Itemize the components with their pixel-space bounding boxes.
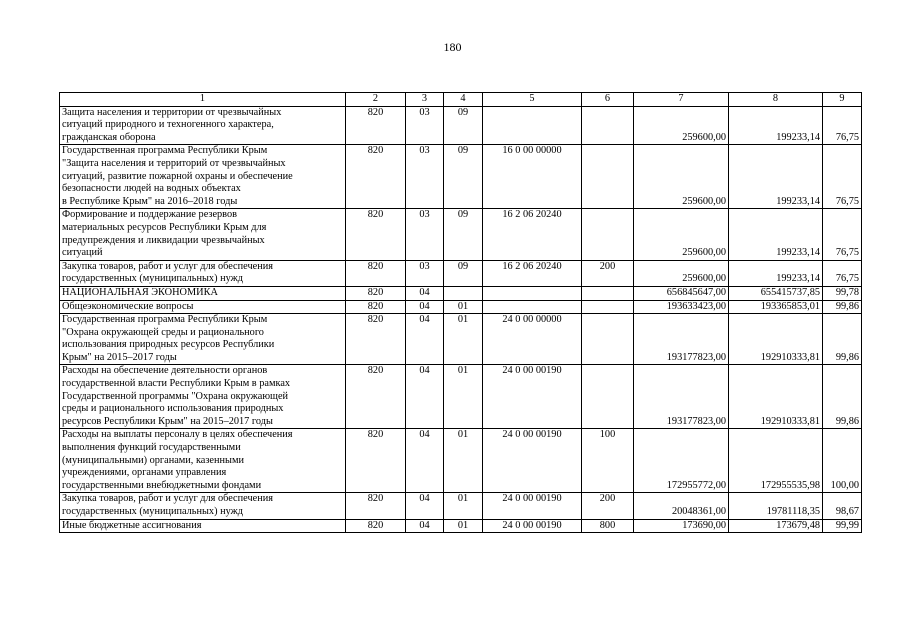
cell-code-target: 16 2 06 20240 [483, 260, 582, 286]
row-name: Государственная программа Республики Крым "Защита населения и территорий от чрезвычайных ситуаций, развитие пожарной охраны и обеспечение безопасности людей на водных объектах в Республике Крым" на 2016–2018 годы [60, 145, 346, 209]
cell-code-subsection: 01 [444, 300, 483, 314]
table-row [60, 145, 862, 209]
cell-code-ministry: 820 [346, 519, 406, 533]
cell-code-subsection [444, 286, 483, 300]
column-header: 4 [444, 93, 483, 107]
row-name: НАЦИОНАЛЬНАЯ ЭКОНОМИКА [60, 286, 346, 300]
table-row [60, 286, 862, 300]
cell-execution-percent: 99,86 [823, 365, 862, 429]
cell-code-target: 24 0 00 00190 [483, 519, 582, 533]
cell-code-subsection: 09 [444, 260, 483, 286]
cell-code-ministry: 820 [346, 145, 406, 209]
cell-code-section: 04 [406, 286, 444, 300]
cell-code-section: 03 [406, 260, 444, 286]
column-header: 2 [346, 93, 406, 107]
cell-code-section: 04 [406, 300, 444, 314]
cell-code-subsection: 09 [444, 209, 483, 260]
cell-code-expense-type: 100 [582, 429, 634, 493]
cell-execution-percent: 99,99 [823, 519, 862, 533]
cell-code-target: 24 0 00 00190 [483, 493, 582, 519]
cell-code-expense-type: 200 [582, 493, 634, 519]
cell-execution-percent: 99,78 [823, 286, 862, 300]
cell-code-section: 04 [406, 519, 444, 533]
cell-code-target [483, 300, 582, 314]
cell-code-expense-type: 200 [582, 260, 634, 286]
page-number: 180 [443, 40, 462, 54]
cell-planned-amount: 20048361,00 [634, 493, 729, 519]
row-name: Иные бюджетные ассигнования [60, 519, 346, 533]
cell-planned-amount: 259600,00 [634, 145, 729, 209]
cell-code-subsection: 09 [444, 106, 483, 145]
cell-code-expense-type: 800 [582, 519, 634, 533]
cell-planned-amount: 259600,00 [634, 106, 729, 145]
cell-code-subsection: 01 [444, 429, 483, 493]
cell-code-ministry: 820 [346, 106, 406, 145]
cell-executed-amount: 655415737,85 [729, 286, 823, 300]
cell-code-subsection: 01 [444, 493, 483, 519]
cell-code-expense-type [582, 106, 634, 145]
table-row [60, 365, 862, 429]
table-row [60, 493, 862, 519]
cell-execution-percent: 76,75 [823, 106, 862, 145]
cell-planned-amount: 259600,00 [634, 209, 729, 260]
row-name: Расходы на выплаты персоналу в целях обеспечения выполнения функций государственными (муниципальными) органами, казенными учреждениями, органами управления государственными внебюджетными фондами [60, 429, 346, 493]
cell-executed-amount: 192910333,81 [729, 314, 823, 365]
cell-execution-percent: 76,75 [823, 260, 862, 286]
cell-execution-percent: 100,00 [823, 429, 862, 493]
cell-code-section: 03 [406, 209, 444, 260]
table-row [60, 314, 862, 365]
cell-planned-amount: 193633423,00 [634, 300, 729, 314]
cell-executed-amount: 199233,14 [729, 209, 823, 260]
cell-executed-amount: 173679,48 [729, 519, 823, 533]
row-name: Государственная программа Республики Крым "Охрана окружающей среды и рационального использования природных ресурсов Республики Крым" на 2015–2017 годы [60, 314, 346, 365]
column-header: 5 [483, 93, 582, 107]
table-row [60, 260, 862, 286]
cell-code-subsection: 01 [444, 519, 483, 533]
table-row [60, 429, 862, 493]
cell-code-target: 24 0 00 00190 [483, 429, 582, 493]
cell-code-ministry: 820 [346, 365, 406, 429]
cell-code-section: 03 [406, 106, 444, 145]
cell-executed-amount: 199233,14 [729, 145, 823, 209]
cell-code-target: 16 2 06 20240 [483, 209, 582, 260]
cell-code-ministry: 820 [346, 429, 406, 493]
cell-code-subsection: 01 [444, 365, 483, 429]
cell-code-section: 04 [406, 314, 444, 365]
cell-execution-percent: 76,75 [823, 145, 862, 209]
cell-code-target: 24 0 00 00190 [483, 365, 582, 429]
cell-code-target: 16 0 00 00000 [483, 145, 582, 209]
cell-execution-percent: 98,67 [823, 493, 862, 519]
cell-planned-amount: 193177823,00 [634, 365, 729, 429]
cell-code-ministry: 820 [346, 209, 406, 260]
cell-execution-percent: 99,86 [823, 314, 862, 365]
table-row [60, 519, 862, 533]
table-row [60, 106, 862, 145]
column-header: 7 [634, 93, 729, 107]
cell-executed-amount: 199233,14 [729, 260, 823, 286]
cell-code-expense-type [582, 286, 634, 300]
table-row [60, 300, 862, 314]
row-name: Закупка товаров, работ и услуг для обеспечения государственных (муниципальных) нужд [60, 493, 346, 519]
budget-table [59, 92, 862, 533]
cell-executed-amount: 19781118,35 [729, 493, 823, 519]
column-header: 3 [406, 93, 444, 107]
cell-code-section: 04 [406, 493, 444, 519]
cell-planned-amount: 172955772,00 [634, 429, 729, 493]
row-name: Общеэкономические вопросы [60, 300, 346, 314]
cell-code-target: 24 0 00 00000 [483, 314, 582, 365]
column-header: 6 [582, 93, 634, 107]
cell-code-target [483, 106, 582, 145]
cell-code-expense-type [582, 145, 634, 209]
cell-code-section: 04 [406, 429, 444, 493]
cell-code-expense-type [582, 209, 634, 260]
cell-code-section: 03 [406, 145, 444, 209]
column-header: 1 [60, 93, 346, 107]
cell-code-subsection: 01 [444, 314, 483, 365]
row-name: Расходы на обеспечение деятельности органов государственной власти Республики Крым в рамках Государственной программы "Охрана окружающей среды и рационального использования природных ресурсов Республики Крым" на 2015–2017 годы [60, 365, 346, 429]
cell-executed-amount: 192910333,81 [729, 365, 823, 429]
cell-execution-percent: 76,75 [823, 209, 862, 260]
cell-executed-amount: 172955535,98 [729, 429, 823, 493]
cell-code-ministry: 820 [346, 286, 406, 300]
column-header: 9 [823, 93, 862, 107]
cell-code-ministry: 820 [346, 493, 406, 519]
cell-code-target [483, 286, 582, 300]
cell-planned-amount: 259600,00 [634, 260, 729, 286]
cell-code-section: 04 [406, 365, 444, 429]
cell-planned-amount: 656845647,00 [634, 286, 729, 300]
cell-execution-percent: 99,86 [823, 300, 862, 314]
row-name: Закупка товаров, работ и услуг для обеспечения государственных (муниципальных) нужд [60, 260, 346, 286]
cell-code-expense-type [582, 300, 634, 314]
cell-code-expense-type [582, 365, 634, 429]
cell-planned-amount: 173690,00 [634, 519, 729, 533]
cell-code-ministry: 820 [346, 314, 406, 365]
column-header: 8 [729, 93, 823, 107]
cell-code-ministry: 820 [346, 260, 406, 286]
table-header-row [60, 93, 862, 107]
row-name: Защита населения и территории от чрезвычайных ситуаций природного и техногенного характера, гражданская оборона [60, 106, 346, 145]
cell-code-expense-type [582, 314, 634, 365]
cell-executed-amount: 199233,14 [729, 106, 823, 145]
cell-planned-amount: 193177823,00 [634, 314, 729, 365]
cell-code-subsection: 09 [444, 145, 483, 209]
table-row [60, 209, 862, 260]
cell-code-ministry: 820 [346, 300, 406, 314]
row-name: Формирование и поддержание резервов материальных ресурсов Республики Крым для предупреждения и ликвидации чрезвычайных ситуаций [60, 209, 346, 260]
cell-executed-amount: 193365853,01 [729, 300, 823, 314]
